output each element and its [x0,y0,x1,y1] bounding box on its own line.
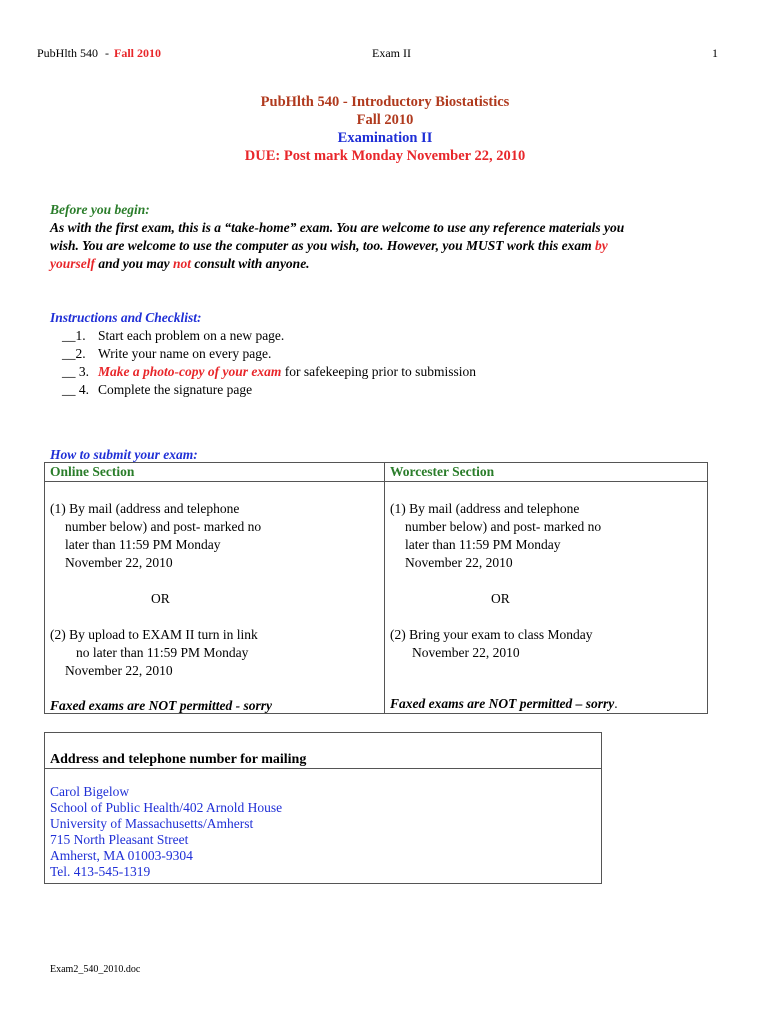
address-line: University of Massachusetts/Amherst [50,816,254,831]
before-and: and you may [95,256,174,271]
submit-table [44,462,708,714]
header-course: PubHlth 540 [37,46,99,60]
table-divider [45,481,707,482]
worcester-opt1-line: later than 11:59 PM Monday [405,537,561,552]
online-fax-note: Faxed exams are NOT permitted - sorry [50,698,272,713]
checklist-text: Write your name on every page. [98,346,272,361]
worcester-fax-period: . [614,696,618,711]
checklist-item [62,381,253,399]
worcester-opt2-line: (2) Bring your exam to class Monday [390,627,593,642]
instructions-heading: Instructions and Checklist: [50,310,202,325]
before-line-1: As with the first exam, this is a “take-home” exam. You are welcome to use any reference materials you [50,220,625,235]
checklist-item [62,363,476,381]
footer-filename: Exam2_540_2010.doc [50,964,141,975]
worcester-opt2-line: November 22, 2010 [412,645,520,660]
checklist-num: __ 4. [62,382,89,397]
title-term: Fall 2010 [356,112,414,128]
header-dash: - [105,46,110,60]
title-due: DUE: Post mark Monday November 22, 2010 [244,148,526,164]
address-line: School of Public Health/402 Arnold House [50,800,283,815]
before-heading: Before you begin: [50,202,150,217]
submit-heading: How to submit your exam: [50,447,198,462]
checklist-emphasis: Make a photo-copy of your exam [98,364,282,379]
online-opt1-line: number below) and post- marked no [65,519,262,534]
worcester-or: OR [491,591,510,606]
address-heading: Address and telephone number for mailing [50,752,307,767]
before-line-2 [50,237,608,255]
checklist-item [62,327,285,345]
before-yourself: yourself [50,256,95,271]
online-opt2-line: (2) By upload to EXAM II turn in link [50,627,258,642]
worcester-opt1-line: number below) and post- marked no [405,519,602,534]
worcester-fax-text: Faxed exams are NOT permitted – sorry [390,696,615,711]
checklist-item [62,345,272,363]
table-divider [384,463,385,713]
address-line: Amherst, MA 01003-9304 [50,848,193,863]
before-consult: consult with anyone. [191,256,310,271]
online-opt1-line: November 22, 2010 [65,555,173,570]
before-line-3 [50,255,310,273]
worcester-section-header: Worcester Section [390,464,495,479]
checklist-text: Start each problem on a new page. [98,328,285,343]
online-section-header: Online Section [50,464,135,479]
header-exam: Exam II [372,46,411,60]
online-opt1-line: (1) By mail (address and telephone [50,501,240,516]
checklist-text: Complete the signature page [98,382,253,397]
checklist-text [98,363,476,381]
online-or: OR [151,591,170,606]
checklist-rest: for safekeeping prior to submission [281,364,476,379]
address-box [44,732,602,884]
address-line: Tel. 413-545-1319 [50,864,151,879]
online-opt2-line: November 22, 2010 [65,663,173,678]
checklist-num: __1. [62,328,86,343]
checklist-num: __2. [62,346,86,361]
title-course: PubHlth 540 - Introductory Biostatistics [260,94,510,110]
title-exam: Examination II [337,130,433,146]
checklist-num: __ 3. [62,364,89,379]
page-number: 1 [712,46,718,60]
worcester-fax-note [390,695,618,713]
before-line-2-text: wish. You are welcome to use the computer as you wish, too. However, you MUST work this exam [50,238,596,253]
address-line: 715 North Pleasant Street [50,832,189,847]
header-term: Fall 2010 [114,46,162,60]
online-opt1-line: later than 11:59 PM Monday [65,537,221,552]
running-header-left [37,46,161,61]
before-by: by [595,238,608,253]
before-not: not [173,256,192,271]
address-line: Carol Bigelow [50,784,130,799]
online-opt2-line: no later than 11:59 PM Monday [76,645,249,660]
worcester-opt1-line: November 22, 2010 [405,555,513,570]
worcester-opt1-line: (1) By mail (address and telephone [390,501,580,516]
